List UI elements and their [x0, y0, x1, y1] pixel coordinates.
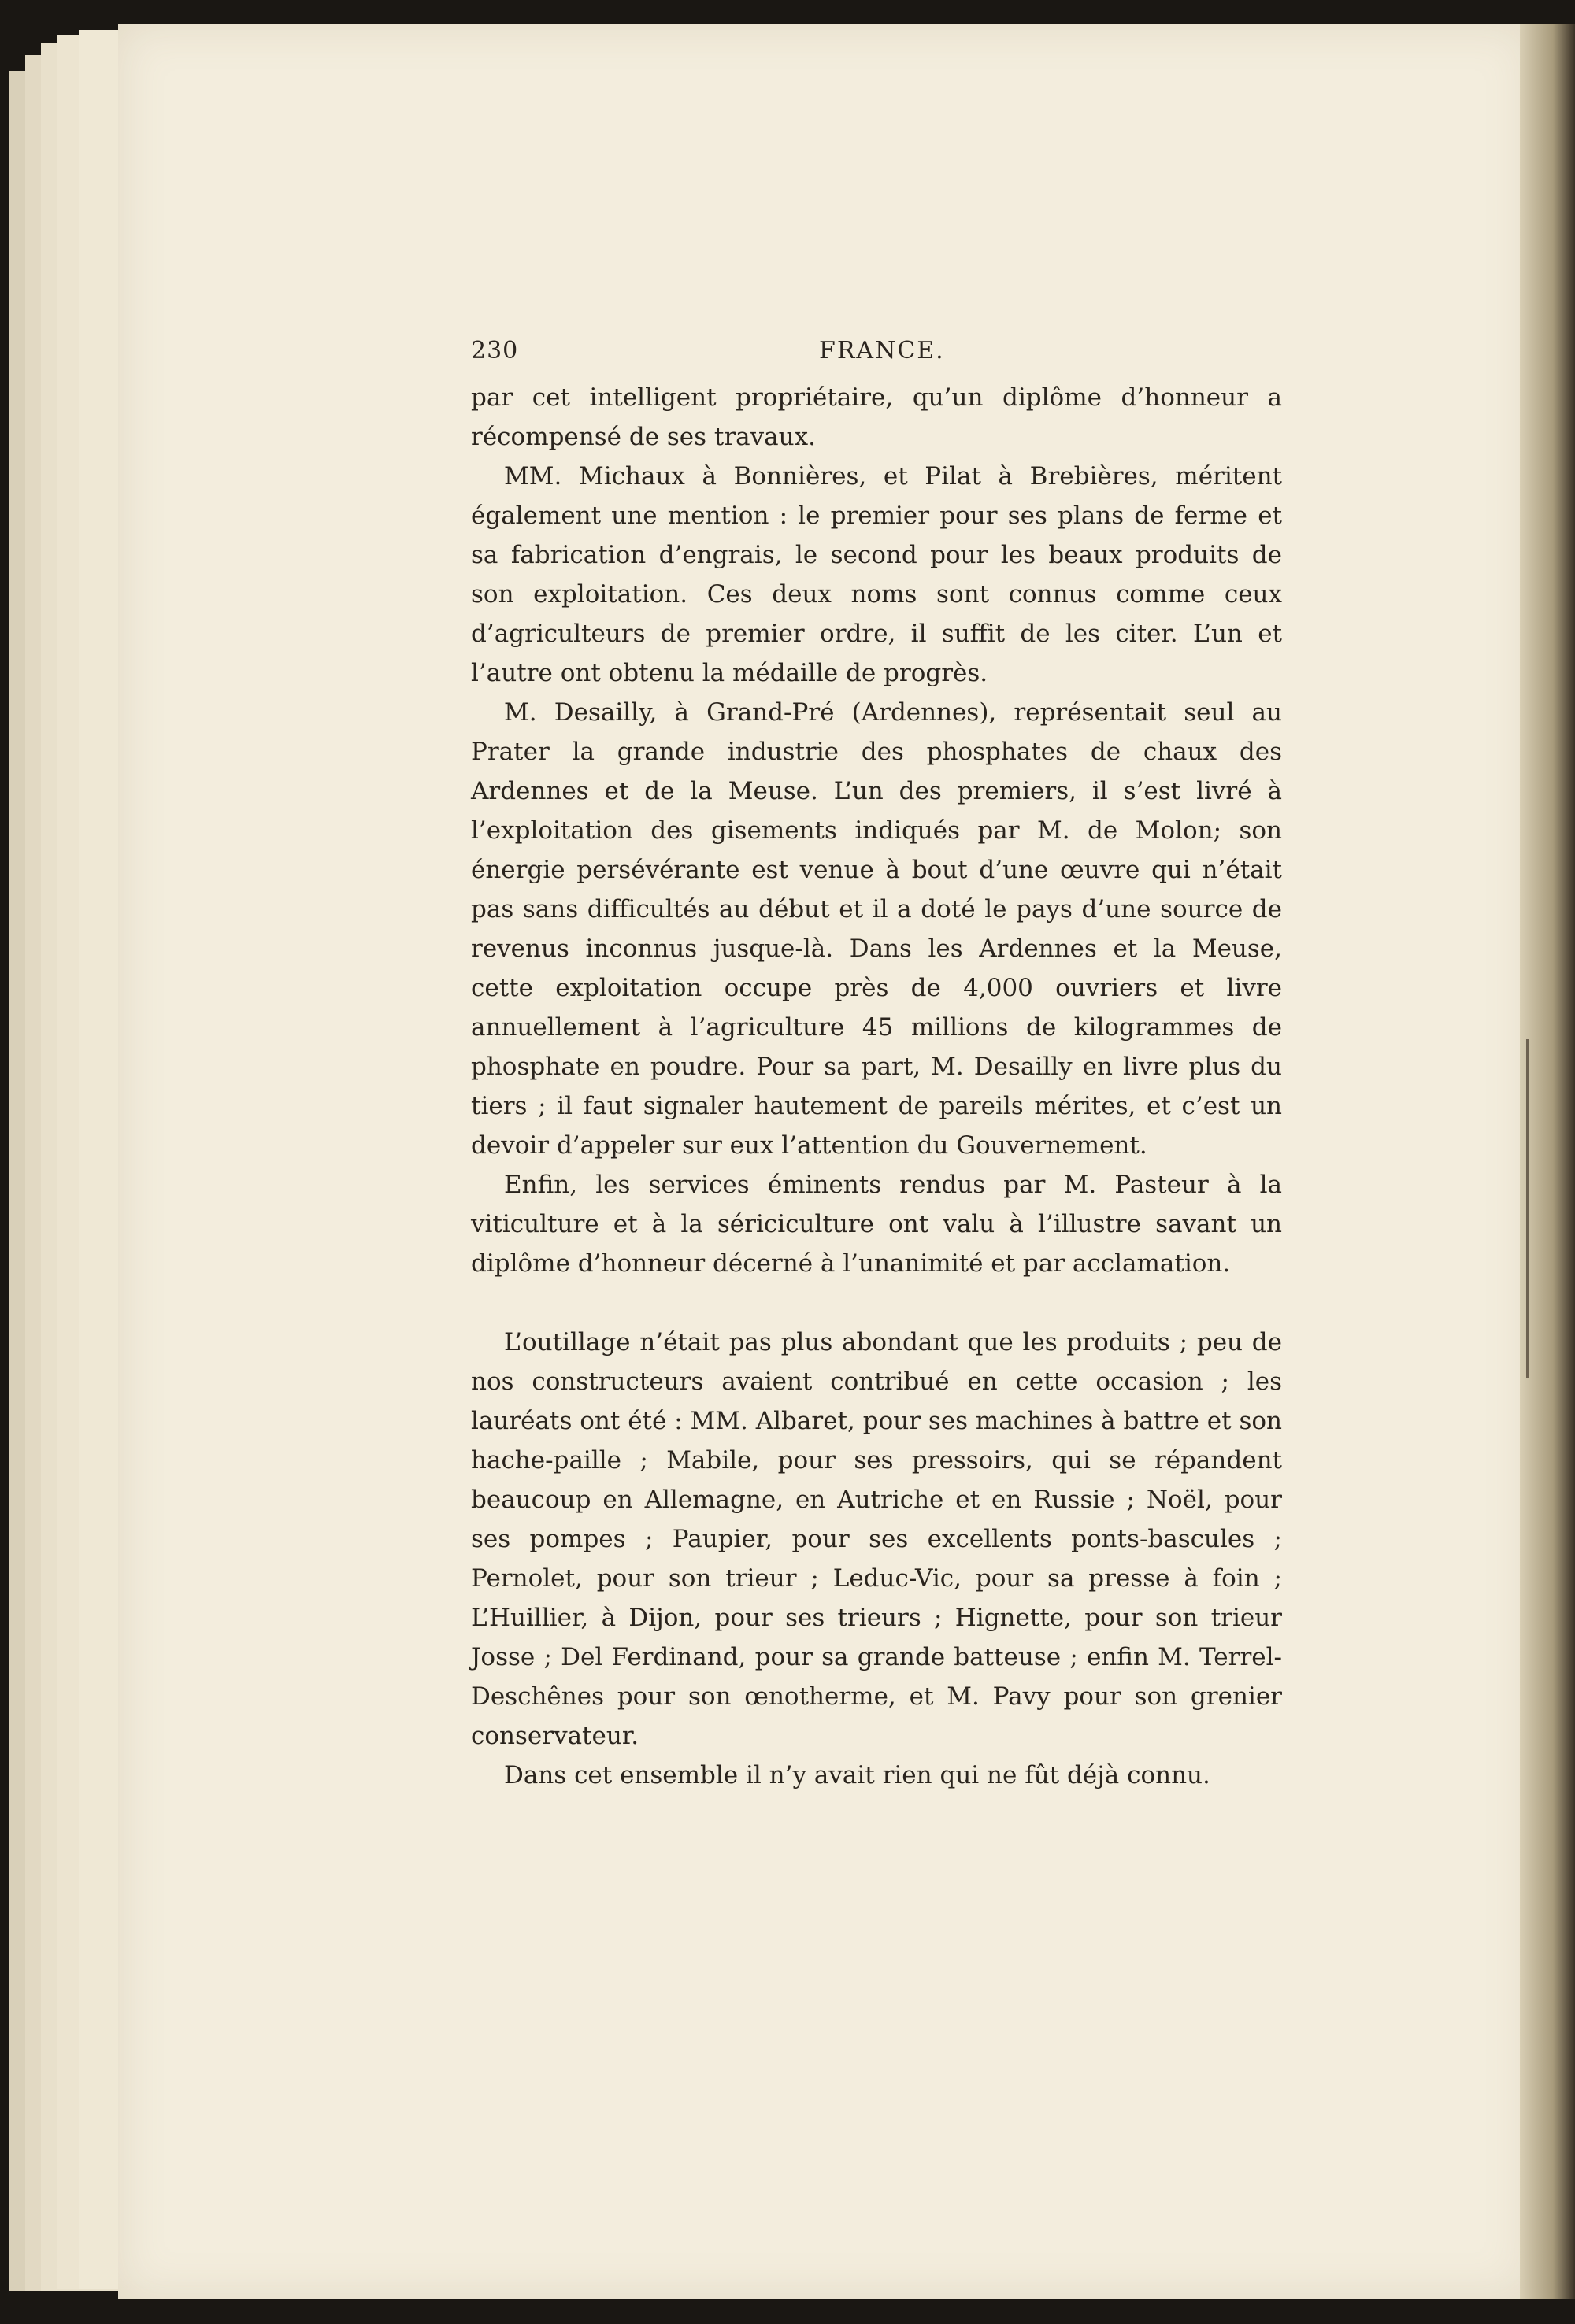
paragraph: MM. Michaux à Bonnières, et Pilat à Brebières, méritent également une mention : le premier pour ses plans de ferme et sa fabrication d’engrais, le second pour les beaux produits de son exploitation. Ces deux noms sont connus comme ceux d’agriculteurs de premier ordre, il suffit de les citer. L’un et l’autre ont obtenu la médaille de progrès.	[471, 462, 1282, 687]
paragraph: par cet intelligent propriétaire, qu’un diplôme d’honneur a récompensé de ses travaux.	[471, 383, 1282, 451]
text-block-first	[471, 378, 1282, 1283]
page-header	[471, 337, 1282, 368]
page-number: 230	[471, 337, 519, 365]
gutter-mark	[1526, 1039, 1529, 1378]
paragraph: Dans cet ensemble il n’y avait rien qui ne fût déjà connu.	[504, 1761, 1210, 1789]
text-block-second	[471, 1323, 1282, 1795]
running-title: FRANCE.	[819, 337, 945, 365]
paragraph: L’outillage n’était pas plus abondant que les produits ; peu de nos constructeurs avaient contribué en cette occasion ; les lauréats ont été : MM. Albaret, pour ses machines à battre et son hache-paille ; Mabile, pour ses pressoirs, qui se répandent beaucoup en Allemagne, en Autriche et en Russie ; Noël, pour ses pompes ; Paupier, pour ses excellents ponts-bascules ; Pernolet, pour son trieur ; Leduc-Vic, pour sa presse à foin ; L’Huillier, à Dijon, pour ses trieurs ; Hignette, pour son trieur Josse ; Del Ferdinand, pour sa grande batteuse ; enfin M. Terrel-Deschênes pour son œnotherme, et M. Pavy pour son grenier conservateur.	[471, 1328, 1282, 1750]
paragraph: M. Desailly, à Grand-Pré (Ardennes), représentait seul au Prater la grande industrie des phosphates de chaux des Ardennes et de la Meuse. L’un des premiers, il s’est livré à l’exploitation des gisements indiqués par M. de Molon; son énergie persévérante est venue à bout d’une œuvre qui n’était pas sans difficultés au début et il a doté le pays d’une source de revenus inconnus jusque-là. Dans les Ardennes et la Meuse, cette exploitation occupe près de 4,000 ouvriers et livre annuellement à l’agriculture 45 millions de kilogrammes de phosphate en poudre. Pour sa part, M. Desailly en livre plus du tiers ; il faut signaler hautement de pareils mérites, et c’est un devoir d’appeler sur eux l’attention du Gouvernement.	[471, 698, 1282, 1160]
paragraph: Enfin, les services éminents rendus par M. Pasteur à la viticulture et à la sériciculture ont valu à l’illustre savant un diplôme d’honneur décerné à l’unanimité et par acclamation.	[471, 1171, 1282, 1278]
